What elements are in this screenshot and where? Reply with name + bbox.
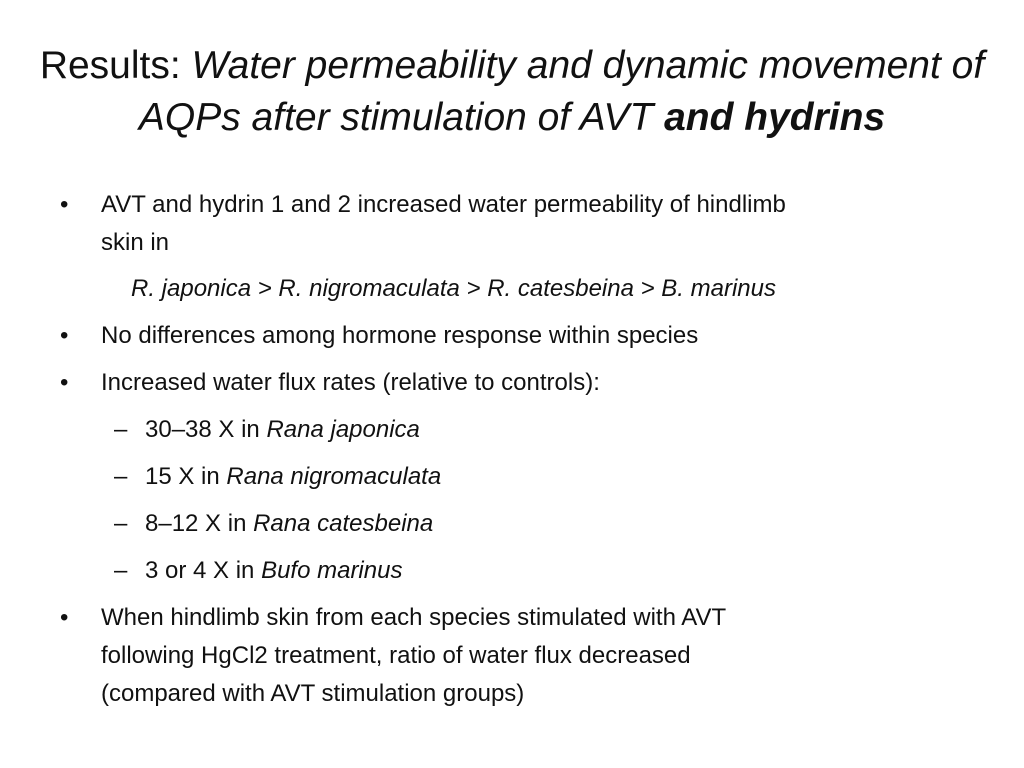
bullet-text-line2: skin in — [101, 229, 170, 256]
subitem-rana-catesbeina — [60, 505, 980, 543]
subitem-value: 3 or 4 X in — [145, 557, 262, 584]
subitem-species: Rana nigromaculata — [226, 463, 442, 490]
dash-mark: – — [114, 416, 128, 443]
bullet-text: Increased water flux rates (relative to controls): — [101, 369, 600, 396]
title-italic: Water permeability and dynamic movement of AQPs after stimulation of AVT — [138, 44, 985, 139]
dash-mark: – — [114, 557, 128, 584]
bullet-mark: • — [60, 191, 69, 218]
subitem-bufo-marinus — [60, 552, 980, 590]
dash-mark: – — [114, 510, 128, 537]
bullet-no-differences — [60, 317, 980, 355]
slide-title — [20, 40, 1004, 144]
bullet-mark: • — [60, 322, 69, 349]
subitem-species: Bufo marinus — [261, 557, 403, 584]
bullet-mark: • — [60, 369, 69, 396]
title-bold-italic: and hydrins — [664, 96, 886, 139]
bullet-hgcl2 — [60, 599, 980, 713]
bullet-flux-rates — [60, 364, 980, 402]
subitem-value: 30–38 X in — [145, 416, 267, 443]
subitem-rana-japonica — [60, 411, 980, 449]
bullet-avt-hydrin — [60, 186, 980, 262]
bullet-mark: • — [60, 604, 69, 631]
bullet-line2: following HgCl2 treatment, ratio of water flux decreased — [101, 642, 691, 669]
bullet-line1: When hindlimb skin from each species stimulated with AVT — [101, 604, 727, 631]
subitem-value: 15 X in — [145, 463, 227, 490]
bullet-text-line1: AVT and hydrin 1 and 2 increased water permeability of hindlimb — [101, 191, 786, 218]
bullet-text: No differences among hormone response within species — [101, 322, 699, 349]
slide-content — [60, 186, 980, 713]
subitem-rana-nigromaculata — [60, 458, 980, 496]
species-order: R. japonica > R. nigromaculata > R. catesbeina > B. marinus — [131, 275, 776, 302]
bullet-line3: (compared with AVT stimulation groups) — [101, 680, 525, 707]
subitem-value: 8–12 X in — [145, 510, 254, 537]
title-prefix: Results: — [39, 44, 192, 87]
dash-mark: – — [114, 463, 128, 490]
subitem-species: Rana japonica — [266, 416, 420, 443]
subitem-species: Rana catesbeina — [253, 510, 434, 537]
